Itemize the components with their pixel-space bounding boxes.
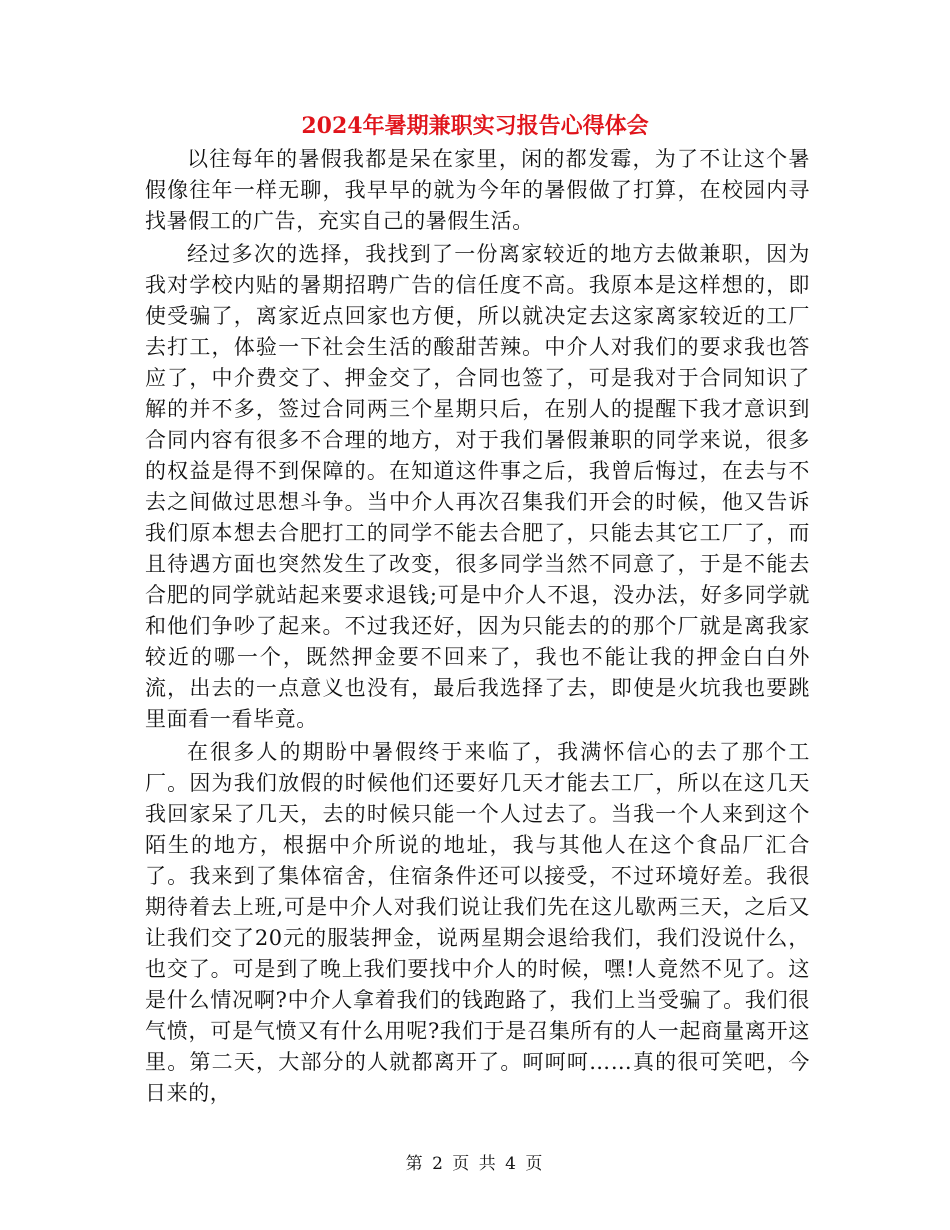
document-body <box>145 144 810 1111</box>
page-footer: 第 2 页 共 4 页 <box>405 1154 545 1174</box>
document-title: 2024年暑期兼职实习报告心得体会 <box>301 113 649 139</box>
paragraph-2: 经过多次的选择，我找到了一份离家较近的地方去做兼职，因为我对学校内贴的暑期招聘广告的信任度不高。我原本是这样想的，即使受骗了，离家近点回家也方便，所以就决定去这家离家较近的工厂去打工，体验一下社会生活的酸甜苦辣。中介人对我们的要求我也答应了，中介费交了、押金交了，合同也签了，可是我对于合同知识了解的并不多，签过合同两三个星期只后，在别人的提醒下我才意识到合同内容有很多不合理的地方，对于我们暑假兼职的同学来说，很多的权益是得不到保障的。在知道这件事之后，我曾后悔过，在去与不去之间做过思想斗争。当中介人再次召集我们开会的时候，他又告诉我们原本想去合肥打工的同学不能去合肥了，只能去其它工厂了，而且待遇方面也突然发生了改变，很多同学当然不同意了，于是不能去合肥的同学就站起来要求退钱;可是中介人不退，没办法，好多同学就和他们争吵了起来。不过我还好，因为只能去的的那个厂就是离我家较近的哪一个，既然押金要不回来了，我也不能让我的押金白白外流，出去的一点意义也没有，最后我选择了去，即使是火坑我也要跳里面看一看毕竟。 <box>145 242 810 731</box>
paragraph-3: 在很多人的期盼中暑假终于来临了，我满怀信心的去了那个工厂。因为我们放假的时候他们还要好几天才能去工厂，所以在这几天我回家呆了几天，去的时候只能一个人过去了。当我一个人来到这个陌生的地方，根据中介所说的地址，我与其他人在这个食品厂汇合了。我来到了集体宿舍，住宿条件还可以接受，不过环境好差。我很期待着去上班,可是中介人对我们说让我们先在这儿歇两三天，之后又让我们交了20元的服装押金，说两星期会退给我们，我们没说什么，也交了。可是到了晚上我们要找中介人的时候，嘿!人竟然不见了。这是什么情况啊?中介人拿着我们的钱跑路了，我们上当受骗了。我们很气愤，可是气愤又有什么用呢?我们于是召集所有的人一起商量离开这里。第二天，大部分的人就都离开了。呵呵呵……真的很可笑吧，今日来的， <box>145 740 810 1105</box>
paragraph-1: 以往每年的暑假我都是呆在家里，闲的都发霉，为了不让这个暑假像往年一样无聊，我早早的就为今年的暑假做了打算，在校园内寻找暑假工的广告，充实自己的暑假生活。 <box>145 147 810 233</box>
